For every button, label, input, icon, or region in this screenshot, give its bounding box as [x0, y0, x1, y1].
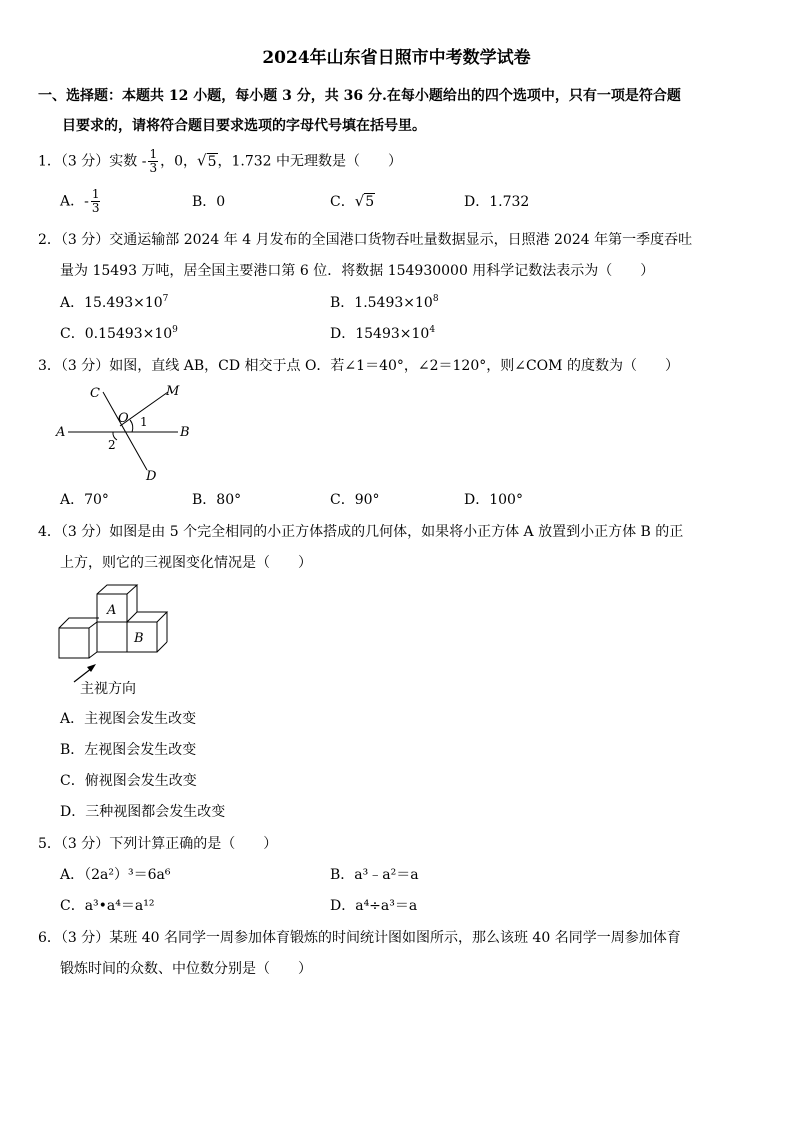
q6-line1: 6．（3 分）某班 40 名同学一周参加体育锻炼的时间统计图如图所示，那么该班 40 名同学一周参加体育	[38, 930, 681, 946]
section-heading-line2: 目要求的，请将符合题目要求选项的字母代号填在括号里。	[62, 118, 426, 134]
q1-c-label: C．	[330, 194, 355, 210]
q2-c-text: C．0.15493×10	[60, 326, 173, 342]
q4-option-d: D．三种视图都会发生改变	[60, 804, 226, 820]
q2-line2: 量为 15493 万吨，居全国主要港口第 6 位．将数据 154930000 用科学记数法表示为（ ）	[60, 263, 655, 279]
q1-a-num: 1	[91, 187, 100, 201]
label-angle-1: 1	[140, 415, 148, 429]
q5-option-c: C．a³•a⁴＝a¹²	[60, 898, 155, 914]
section-heading-line1: 一、选择题：本题共 12 小题，每小题 3 分，共 36 分.在每小题给出的四个选项中，只有一项是符合题	[38, 88, 681, 104]
q1-suffix: ，1.732 中无理数是（ ）	[217, 153, 403, 170]
q3-text: 3．（3 分）如图，直线 AB，CD 相交于点 O．若∠1＝40°，∠2＝120°，则∠COM 的度数为（ ）	[38, 358, 679, 374]
cube-b-label: B	[134, 631, 144, 646]
q2-option-b	[330, 293, 439, 313]
q4-line2: 上方，则它的三视图变化情况是（ ）	[60, 555, 312, 571]
q2-a-text: A．15.493×10	[60, 295, 163, 311]
q1-a-den: 3	[91, 201, 100, 215]
angle-1-arc	[130, 420, 133, 432]
q1-fraction	[148, 148, 158, 175]
line-cd	[103, 392, 147, 470]
question-1	[38, 148, 402, 175]
q2-b-exp: 8	[432, 294, 439, 304]
label-b: B	[180, 425, 190, 440]
q1-mid: ，0，	[160, 153, 198, 170]
label-a: A	[56, 425, 66, 440]
q3-option-a: A．70°	[60, 492, 109, 508]
q1-radicand: 5	[207, 153, 217, 170]
q1-option-a	[60, 188, 102, 215]
q1-frac-den: 3	[149, 161, 158, 175]
q1-a-fraction	[91, 188, 101, 215]
q6-line2: 锻炼时间的众数、中位数分别是（ ）	[60, 961, 312, 977]
q2-b-text: B．1.5493×10	[330, 295, 433, 311]
q2-option-d	[330, 324, 435, 344]
label-o: O	[118, 411, 129, 426]
q1-root-sign: √	[197, 151, 207, 170]
q4-option-b: B．左视图会发生改变	[60, 742, 197, 758]
q4-line1: 4．（3 分）如图是由 5 个完全相同的小正方体搭成的几何体，如果将小正方体 A 放置到小正方体 B 的正	[38, 524, 684, 540]
q4-direction-label: 主视方向	[80, 681, 136, 697]
q2-line1: 2．（3 分）交通运输部 2024 年 4 月发布的全国港口货物吞吐量数据显示，日照港 2024 年第一季度吞吐	[38, 232, 693, 248]
q5-option-a: A．（2a²）³＝6a⁶	[60, 867, 171, 883]
q2-option-a	[60, 293, 168, 313]
q4-option-c: C．俯视图会发生改变	[60, 773, 197, 789]
q1-option-c	[330, 190, 375, 213]
q3-option-c: C．90°	[330, 492, 380, 508]
q1-option-d: D．1.732	[464, 194, 530, 210]
q2-d-text: D．15493×10	[330, 326, 430, 342]
q5-text: 5．（3 分）下列计算正确的是（ ）	[38, 836, 278, 852]
cube-a-label: A	[107, 603, 117, 618]
q3-option-d: D．100°	[464, 492, 523, 508]
label-m: M	[166, 384, 180, 399]
q4-option-a: A．主视图会发生改变	[60, 711, 197, 727]
q3-option-b: B．80°	[192, 492, 242, 508]
q2-d-exp: 4	[429, 325, 436, 335]
q2-a-exp: 7	[162, 294, 169, 304]
page-title: 2024年山东省日照市中考数学试卷	[262, 48, 531, 68]
q1-a-label: A．-	[60, 193, 89, 210]
q2-option-c	[60, 324, 178, 344]
q1-option-b: B．0	[192, 194, 226, 210]
label-angle-2: 2	[108, 438, 116, 452]
label-d: D	[146, 469, 157, 484]
q1-c-root-sign: √	[354, 192, 365, 210]
q3-figure	[50, 382, 200, 484]
q4-cube-figure	[52, 582, 172, 688]
q1-c-radicand: 5	[365, 194, 375, 210]
q5-option-b: B．a³﹣a²＝a	[330, 867, 419, 883]
q2-c-exp: 9	[172, 325, 178, 335]
label-c: C	[90, 386, 100, 401]
q1-prefix: 1．（3 分）实数 -	[38, 153, 147, 170]
q1-frac-num: 1	[149, 147, 158, 161]
q5-option-d: D．a⁴÷a³＝a	[330, 898, 418, 914]
